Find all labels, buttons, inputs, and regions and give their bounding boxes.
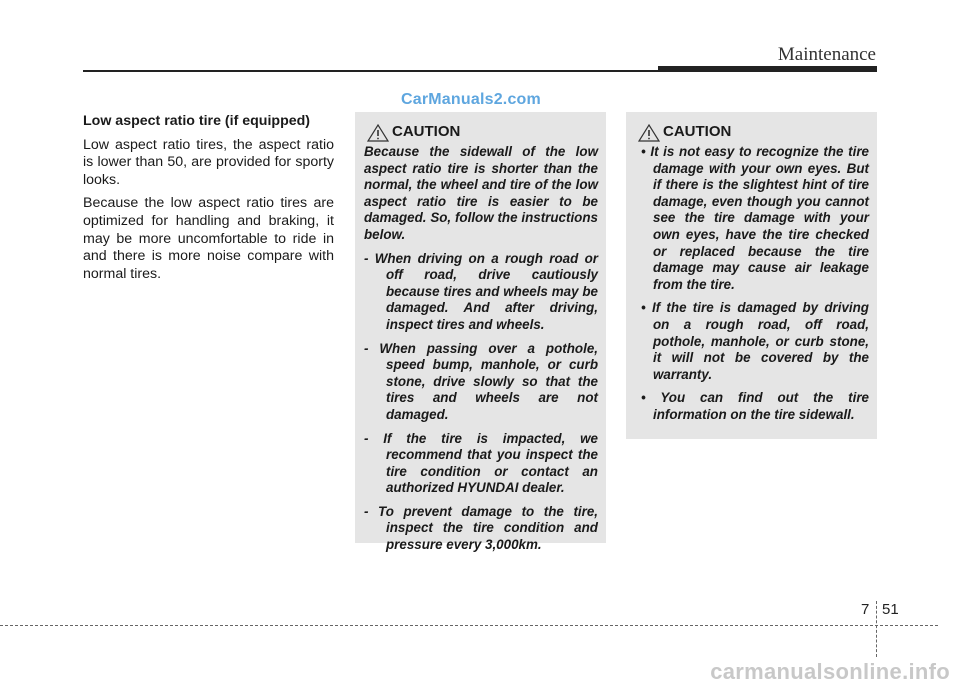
watermark-bottom: carmanualsonline.info [710,659,950,684]
header-rule [83,70,658,72]
paragraph: Low aspect ratio tires, the aspect ratio is lower than 50, are provided for sporty looks. [83,136,334,188]
list-item: • If the tire is damaged by driving on a rough road, off road, pothole, manhole, or curb stone, it will not be covered by the warranty. [641,300,869,382]
left-column [83,113,334,289]
warning-triangle-icon [367,124,389,142]
paragraph: Because the low aspect ratio tires are optimized for handling and braking, it may be more uncomfortable to ride in and there is more noise compare with normal tires. [83,195,334,282]
list-item: - When driving on a rough road or off road, drive cautiously because tires and wheels may be damaged. And after driving, inspect tires and wheels. [364,250,598,332]
page-number: 51 [882,601,899,618]
list-item: - When passing over a pothole, speed bump, manhole, or curb stone, drive slowly so that the tires and wheels are not damaged. [364,340,598,422]
caution-box-sidewall [355,112,606,553]
caution-intro: Because the sidewall of the low aspect ratio tire is shorter than the normal, the wheel and tire of the low aspect ratio tire is easier to be damaged. So, follow the instructions below. [364,144,598,242]
list-item: - To prevent damage to the tire, inspect the tire condition and pressure every 3,000km. [364,503,598,553]
list-item: • You can find out the tire information on the tire sidewall. [641,390,869,422]
caution-box-damage [626,112,877,439]
caution-label: CAUTION [392,123,461,140]
caution-list [364,251,598,554]
page-number-divider [876,601,877,657]
caution-body [355,144,606,554]
caution-header [638,122,877,144]
caution-list [635,144,869,424]
watermark-top: CarManuals2.com [401,91,541,108]
caution-header [367,122,606,144]
list-item: • It is not easy to recognize the tire damage with your own eyes. But if there is the slightest hint of tire damage, even though you cannot see the tire damage with your own eyes, have the tire checked or replaced because the tire damage may cause air leakage from the tire. [641,144,869,292]
list-item: - If the tire is impacted, we recommend that you inspect the tire condition or contact an authorized HYUNDAI dealer. [364,430,598,496]
section-title: Maintenance [777,44,876,65]
footer-dashed-rule [0,625,938,626]
header-rule-accent [658,66,877,72]
warning-triangle-icon [638,124,660,142]
section-heading: Low aspect ratio tire (if equipped) [83,113,311,129]
chapter-number: 7 [861,601,870,618]
caution-body [626,144,877,424]
caution-label: CAUTION [663,123,732,140]
